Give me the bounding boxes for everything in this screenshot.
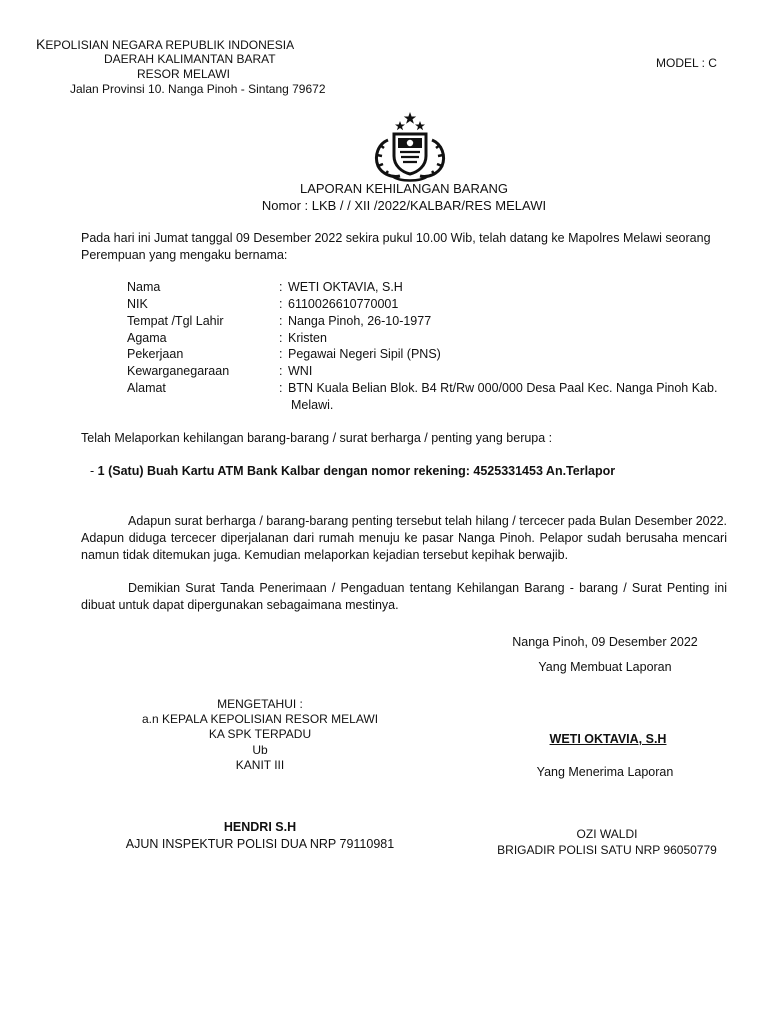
intro-paragraph: Pada hari ini Jumat tanggal 09 Desember 2022 sekira pukul 10.00 Wib, telah datang ke Mapolres Melawi seorang Perempuan yang mengaku bernama:	[81, 231, 711, 262]
receiver-name: OZI WALDI	[576, 827, 638, 841]
officer-rank: AJUN INSPEKTUR POLISI DUA NRP 79110981	[125, 837, 395, 851]
kanit-line: KANIT III	[235, 758, 285, 772]
officer-name: HENDRI S.H	[223, 820, 297, 834]
receiver-title: Yang Menerima Laporan	[536, 765, 674, 779]
field-label-religion: Agama	[127, 331, 167, 345]
field-value-citizenship: WNI	[288, 364, 313, 378]
field-label-citizenship: Kewarganegaraan	[127, 364, 230, 378]
ub-line: Ub	[252, 743, 268, 757]
org-name	[36, 36, 294, 52]
lost-item-text: 1 (Satu) Buah Kartu ATM Bank Kalbar dengan nomor rekening: 4525331453 An.Terlapor	[97, 464, 616, 478]
unit-line: KA SPK TERPADU	[208, 727, 312, 741]
lost-item-dash: -	[90, 464, 95, 478]
maker-title: Yang Membuat Laporan	[538, 660, 672, 674]
place-date: Nanga Pinoh, 09 Desember 2022	[512, 635, 698, 649]
org-unit: RESOR MELAWI	[137, 67, 230, 81]
field-label-nama: Nama	[127, 280, 161, 294]
field-value-nik: 6110026610770001	[288, 297, 399, 311]
field-colon: :	[279, 347, 283, 361]
field-value-nama: WETI OKTAVIA, S.H	[288, 280, 403, 294]
model-label: MODEL : C	[656, 56, 717, 70]
org-region: DAERAH KALIMANTAN BARAT	[104, 52, 276, 66]
report-intro: Telah Melaporkan kehilangan barang-barang / surat berharga / penting yang berupa :	[81, 431, 553, 445]
field-colon: :	[279, 280, 283, 294]
field-label-address: Alamat	[127, 381, 166, 395]
field-label-occupation: Pekerjaan	[127, 347, 184, 361]
field-colon: :	[279, 331, 283, 345]
org-name-initial: K	[36, 36, 46, 52]
body-paragraph-1: Adapun surat berharga / barang-barang penting tersebut telah hilang / tercecer pada Bulan Desember 2022. Adapun diduga tercecer diperjalanan dari rumah menuju ke pasar Nanga Pinoh. Pelapor sudah berusaha mencari namun tidak ditemukan juga. Kemudian melaporkan kejadian tersebut kepihak berwajib.	[81, 514, 728, 562]
field-value-occupation: Pegawai Negeri Sipil (PNS)	[288, 347, 441, 361]
field-value-address: BTN Kuala Belian Blok. B4 Rt/Rw 000/000 Desa Paal Kec. Nanga Pinoh Kab.	[288, 381, 718, 395]
maker-name: WETI OKTAVIA, S.H	[549, 732, 667, 746]
field-value-religion: Kristen	[288, 331, 327, 345]
acknowledged-label: MENGETAHUI :	[217, 697, 303, 711]
field-colon: :	[279, 314, 283, 328]
police-emblem-icon	[366, 110, 454, 182]
field-label-birth: Tempat /Tgl Lahir	[127, 314, 224, 328]
document-number: Nomor : LKB / / XII /2022/KALBAR/RES MELAWI	[261, 198, 547, 213]
field-colon: :	[279, 364, 283, 378]
org-name-rest: EPOLISIAN NEGARA REPUBLIK INDONESIA	[45, 38, 295, 52]
field-value-birth: Nanga Pinoh, 26-10-1977	[288, 314, 432, 328]
receiver-rank: BRIGADIR POLISI SATU NRP 96050779	[497, 843, 717, 857]
on-behalf-line: a.n KEPALA KEPOLISIAN RESOR MELAWI	[141, 712, 379, 726]
field-colon: :	[279, 381, 283, 395]
field-colon: :	[279, 297, 283, 311]
body-paragraph-2: Demikian Surat Tanda Penerimaan / Pengaduan tentang Kehilangan Barang - barang / Surat Penting ini dibuat untuk dapat dipergunakan sebagaimana mestinya.	[81, 581, 727, 612]
org-address: Jalan Provinsi 10. Nanga Pinoh - Sintang 79672	[70, 82, 326, 96]
document-title: LAPORAN KEHILANGAN BARANG	[299, 181, 509, 196]
lost-item	[90, 464, 615, 478]
field-label-nik: NIK	[127, 297, 148, 311]
field-value-address-continued: Melawi.	[291, 398, 334, 412]
